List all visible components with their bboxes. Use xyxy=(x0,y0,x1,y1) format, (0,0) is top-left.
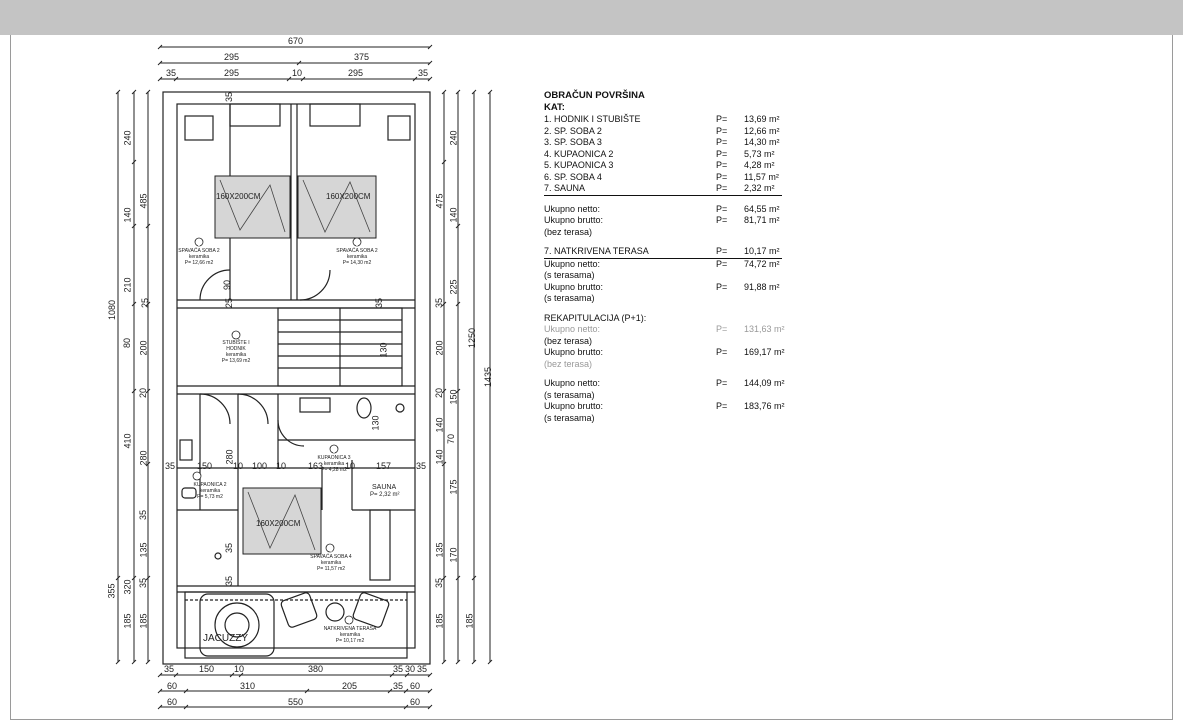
dim-right: 140 xyxy=(448,207,459,223)
brutto-label: Ukupno brutto: xyxy=(544,401,604,411)
area-value: 14,30 m² xyxy=(744,137,780,147)
jacuzzi-label: JACUZZY xyxy=(203,633,248,644)
dim-inner: 163 xyxy=(308,461,324,471)
brutto-label: Ukupno brutto: xyxy=(544,347,604,357)
summary-row xyxy=(544,126,804,138)
dim-inner: 90 xyxy=(222,279,233,291)
dim-left: 320 xyxy=(122,579,133,595)
dim-right: 200 xyxy=(434,340,445,356)
dim-right: 240 xyxy=(448,130,459,146)
note-row xyxy=(544,336,804,348)
dim-left: 410 xyxy=(122,433,133,449)
dim-bottom: 60 xyxy=(410,697,421,707)
note-row xyxy=(544,227,804,239)
p-label: P= xyxy=(716,258,728,269)
room-number: 1 xyxy=(234,334,238,340)
room-floor: keramika xyxy=(346,254,368,260)
dim-right: 35 xyxy=(434,577,445,589)
netto-row xyxy=(544,204,804,216)
p-label: P= xyxy=(716,183,728,193)
room-label-7 xyxy=(318,620,382,644)
netto-label: Ukupno netto: xyxy=(544,258,601,269)
dim-left: 35 xyxy=(138,509,149,521)
netto-label: Ukupno netto: xyxy=(544,324,601,334)
dim-bottom: 35 xyxy=(417,664,428,674)
dim-inner: 35 xyxy=(224,575,235,587)
room-name: 5. KUPAONICA 3 xyxy=(544,160,614,170)
note-row xyxy=(544,359,804,371)
p-label: P= xyxy=(716,125,728,136)
bez-terasa-note: (bez terasa) xyxy=(544,335,593,346)
room-name: 3. SP. SOBA 3 xyxy=(544,137,602,147)
dim-right: 225 xyxy=(448,279,459,295)
room-number: 4 xyxy=(208,476,212,482)
room-area: P= 11,57 m2 xyxy=(316,566,346,572)
dim-inner: 35 xyxy=(416,461,427,471)
dim-inner: 150 xyxy=(197,461,213,471)
p-label: P= xyxy=(716,378,728,388)
dim-top: 375 xyxy=(354,52,370,62)
dim-top: 295 xyxy=(224,68,240,78)
note-row xyxy=(544,293,804,305)
room-floor: keramika xyxy=(320,560,342,566)
dim-bottom: 60 xyxy=(167,681,178,691)
area-value: 5,73 m² xyxy=(744,148,775,159)
room-name: 2. SP. SOBA 2 xyxy=(544,125,602,136)
s-terasama-note: (s terasama) xyxy=(544,270,595,280)
terrace-row xyxy=(544,246,782,259)
dim-inner: 10 xyxy=(233,461,244,471)
area-value: 13,69 m² xyxy=(744,114,780,124)
p-label: P= xyxy=(716,114,728,124)
dim-left: 240 xyxy=(122,130,133,146)
room-area: P= 14,30 m2 xyxy=(342,260,372,266)
p-label: P= xyxy=(716,324,728,334)
dim-right: 1250 xyxy=(467,327,478,349)
dim-left: 20 xyxy=(138,387,149,399)
dim-right: 130 xyxy=(370,415,381,431)
bez-terasa-note: (bez terasa) xyxy=(544,358,593,369)
brutto-label: Ukupno brutto: xyxy=(544,215,604,225)
netto-label: Ukupno netto: xyxy=(544,378,601,388)
summary-row xyxy=(544,114,804,126)
dim-right: 20 xyxy=(434,387,445,399)
dim-left: 200 xyxy=(138,340,149,356)
dim-top: 35 xyxy=(166,68,177,78)
room-floor: keramika xyxy=(225,352,247,358)
room-area: P= 13,69 m2 xyxy=(221,358,251,364)
brutto-row xyxy=(544,215,804,227)
room-label-5 xyxy=(312,449,356,473)
area-value: 12,66 m² xyxy=(744,125,780,136)
room-name: 4. KUPAONICA 2 xyxy=(544,148,614,159)
dim-inner: 35 xyxy=(224,542,235,554)
dim-left: 210 xyxy=(122,277,133,293)
room-number: 7 xyxy=(348,620,352,626)
dim-bottom: 60 xyxy=(410,681,421,691)
brutto-value: 81,71 m² xyxy=(744,215,780,225)
room-number: 6 xyxy=(329,548,333,554)
brutto-terrace-row xyxy=(544,282,804,294)
p-label: P= xyxy=(716,137,728,147)
dim-right: 170 xyxy=(448,547,459,563)
dim-left: 80 xyxy=(122,337,133,349)
dim-left: 185 xyxy=(122,613,133,629)
recap-title: REKAPITULACIJA (P+1): xyxy=(544,312,647,323)
netto-terrace-row xyxy=(544,259,804,271)
dim-right: 70 xyxy=(446,433,457,445)
dim-right: 35 xyxy=(434,297,445,309)
dim-right: 185 xyxy=(434,613,445,629)
dim-top: 10 xyxy=(292,68,303,78)
room-number: 3 xyxy=(355,242,359,248)
dim-right: 175 xyxy=(448,479,459,495)
area-summary xyxy=(544,90,804,424)
dim-bottom: 35 xyxy=(393,681,404,691)
dim-left: 135 xyxy=(138,542,149,558)
dim-right: 135 xyxy=(434,542,445,558)
note-row xyxy=(544,413,804,425)
room-name: NATKRIVENA TERASA xyxy=(323,626,377,632)
area-value: 11,57 m² xyxy=(744,171,779,182)
dim-right: 140 xyxy=(434,417,445,433)
dim-inner: 130 xyxy=(378,342,389,358)
dim-left: 485 xyxy=(138,193,149,209)
dim-inner: 25 xyxy=(224,297,235,309)
netto-label: Ukupno netto: xyxy=(544,203,601,214)
room-floor: keramika xyxy=(323,461,345,467)
dim-inner: 35 xyxy=(224,91,235,103)
summary-subtitle: KAT: xyxy=(544,102,565,113)
recap-netto-value: 131,63 m² xyxy=(744,324,785,334)
recap-netto-terrace-row xyxy=(544,378,804,390)
dim-bottom: 35 xyxy=(393,664,404,674)
dim-top: 295 xyxy=(224,52,240,62)
room-name: STUBIŠTE I HODNIK xyxy=(222,340,250,352)
dim-left: 355 xyxy=(106,583,117,599)
p-label: P= xyxy=(716,281,728,292)
note-row xyxy=(544,390,804,402)
recap-brutto-row xyxy=(544,347,804,359)
dim-bottom: 60 xyxy=(167,697,178,707)
dim-left: 185 xyxy=(138,613,149,629)
room-label-4 xyxy=(188,476,232,500)
dim-bottom: 150 xyxy=(199,664,215,674)
note-row xyxy=(544,270,804,282)
dim-inner: 10 xyxy=(276,461,287,471)
room-label-1 xyxy=(212,334,260,364)
area-value: 2,32 m² xyxy=(744,183,775,193)
p-label: P= xyxy=(716,171,728,182)
sauna-label: SAUNA xyxy=(372,484,397,491)
brutto-label: Ukupno brutto: xyxy=(544,281,604,292)
dim-right: 150 xyxy=(448,389,459,405)
netto-value: 64,55 m² xyxy=(744,203,780,214)
p-label: P= xyxy=(716,401,728,411)
dim-right: 185 xyxy=(464,613,475,629)
dim-bottom: 550 xyxy=(288,697,304,707)
room-area: P= 10,17 m2 xyxy=(335,638,365,644)
room-label-6 xyxy=(304,548,358,572)
dim-bottom: 310 xyxy=(240,681,256,691)
room-floor: keramika xyxy=(188,254,210,260)
terrace-value: 10,17 m² xyxy=(744,246,780,256)
s-terasama-note: (s terasama) xyxy=(544,293,595,303)
summary-row xyxy=(544,137,804,149)
dim-right: 475 xyxy=(434,193,445,209)
room-label-3 xyxy=(330,242,384,266)
bed-label: 160X200CM xyxy=(256,519,301,528)
room-number: 2 xyxy=(197,242,201,248)
dim-inner: 280 xyxy=(224,449,235,465)
area-value: 4,28 m² xyxy=(744,160,775,170)
dim-bottom: 205 xyxy=(342,681,358,691)
dim-right: 140 xyxy=(434,449,445,465)
p-label: P= xyxy=(716,203,728,214)
room-name: SPAVAĆA SOBA 4 xyxy=(310,554,352,560)
dim-bottom: 380 xyxy=(308,664,324,674)
dim-top: 35 xyxy=(418,68,429,78)
s-terasama-note: (s terasama) xyxy=(544,412,595,423)
room-name: 1. HODNIK I STUBIŠTE xyxy=(544,114,641,124)
dim-left: 35 xyxy=(138,577,149,589)
dim-bottom: 35 xyxy=(164,664,175,674)
p-label: P= xyxy=(716,215,728,225)
room-floor: keramika xyxy=(339,632,361,638)
dim-left: 25 xyxy=(140,297,151,309)
dim-top-total: 670 xyxy=(288,36,304,46)
dim-inner: 10 xyxy=(345,461,356,471)
room-name: 6. SP. SOBA 4 xyxy=(544,171,602,182)
dim-inner: 35 xyxy=(165,461,176,471)
recap-netto-t-value: 144,09 m² xyxy=(744,378,785,388)
bez-terasa-note: (bez terasa) xyxy=(544,226,593,237)
summary-row xyxy=(544,149,804,161)
summary-row xyxy=(544,183,782,196)
room-number: 5 xyxy=(332,449,336,455)
dim-inner: 157 xyxy=(376,461,392,471)
recap-brutto-value: 169,17 m² xyxy=(744,347,785,357)
room-area: P= 4,28 m2 xyxy=(321,467,347,473)
dim-top: 295 xyxy=(348,68,364,78)
bed-label: 160X200CM xyxy=(216,192,261,201)
summary-row xyxy=(544,160,804,172)
dim-bottom: 10 xyxy=(234,664,245,674)
recap-brutto-t-value: 183,76 m² xyxy=(744,401,785,411)
s-terasama-note: (s terasama) xyxy=(544,389,595,400)
p-label: P= xyxy=(716,347,728,357)
brutto-value: 91,88 m² xyxy=(744,281,780,292)
room-name: KUPAONICA 3 xyxy=(317,455,351,461)
dim-left: 140 xyxy=(122,207,133,223)
bed-label: 160X200CM xyxy=(326,192,371,201)
dim-bottom: 30 xyxy=(405,664,416,674)
netto-value: 74,72 m² xyxy=(744,258,780,269)
dim-inner: 35 xyxy=(374,297,385,309)
room-area: P= 12,66 m2 xyxy=(184,260,214,266)
summary-row xyxy=(544,172,804,184)
room-area: P= 5,73 m2 xyxy=(197,494,223,500)
recap-netto-row xyxy=(544,324,804,336)
dim-right: 1435 xyxy=(483,366,494,388)
recap-brutto-terrace-row xyxy=(544,401,804,413)
room-name: 7. SAUNA xyxy=(544,183,586,193)
room-label-2 xyxy=(172,242,226,266)
terrace-name: 7. NATKRIVENA TERASA xyxy=(544,246,649,256)
p-label: P= xyxy=(716,246,728,256)
dim-left-total: 1080 xyxy=(107,299,118,321)
summary-title: OBRAČUN POVRŠINA xyxy=(544,90,645,101)
dim-inner: 100 xyxy=(252,461,268,471)
p-label: P= xyxy=(716,160,728,170)
room-name: SPAVAĆA SOBA 2 xyxy=(336,248,378,254)
room-name: KUPAONICA 2 xyxy=(193,482,227,488)
room-floor: keramika xyxy=(199,488,221,494)
room-name: SPAVAĆA SOBA 2 xyxy=(178,248,220,254)
p-label: P= xyxy=(716,148,728,159)
sauna-area: P= 2,32 m² xyxy=(370,492,400,498)
dim-left: 280 xyxy=(138,450,149,466)
